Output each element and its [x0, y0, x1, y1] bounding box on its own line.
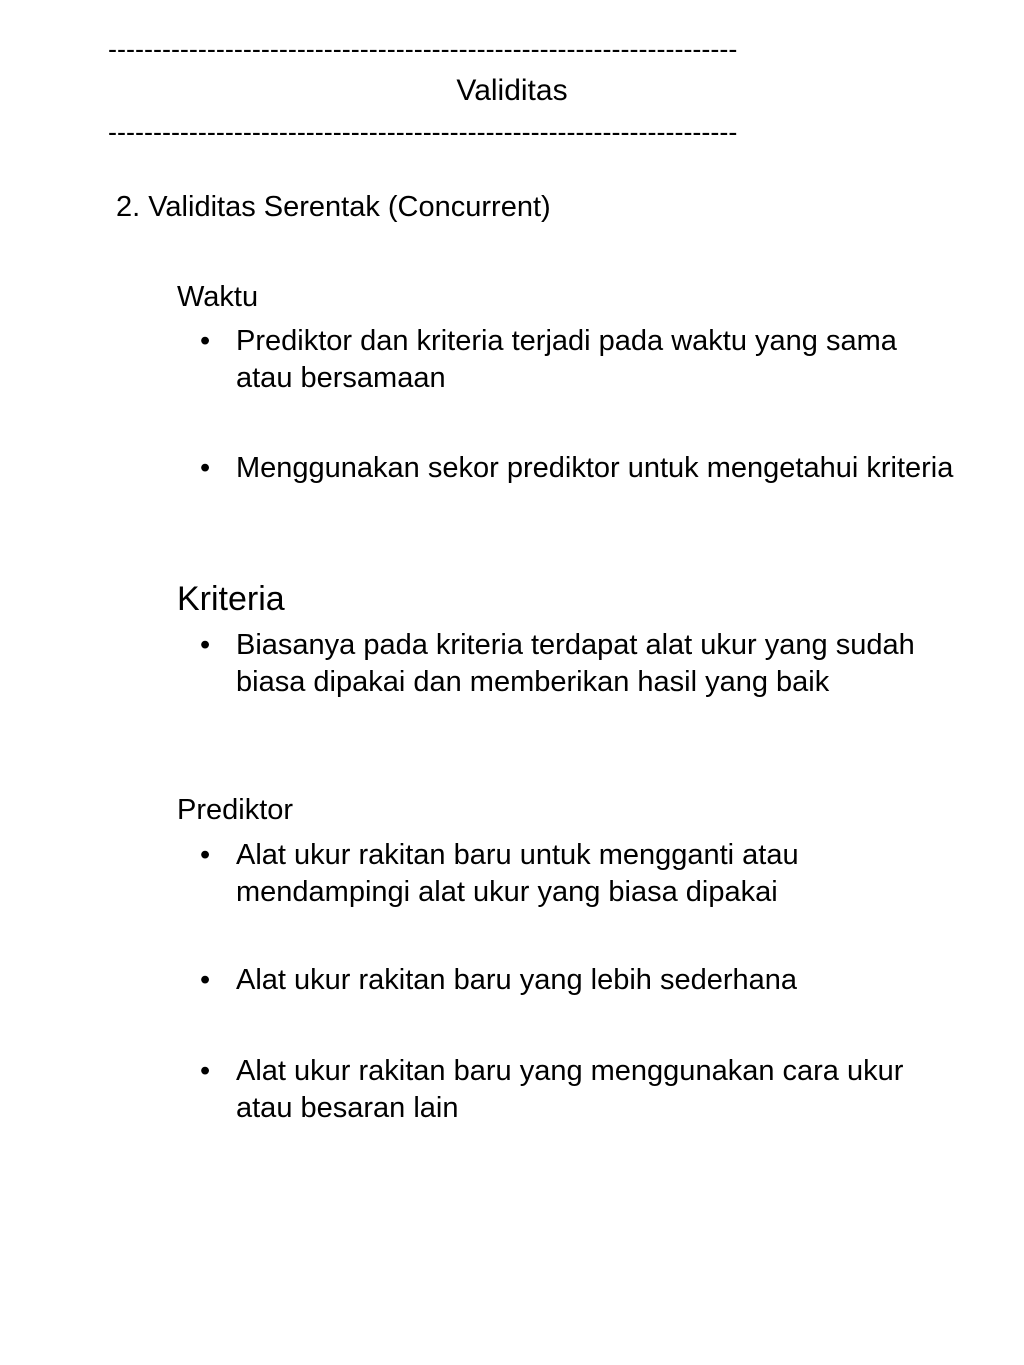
- bullet-icon: •: [200, 452, 211, 484]
- list-item: [200, 837, 960, 911]
- bullet-icon: •: [200, 325, 211, 357]
- list-item-text: Prediktor dan kriteria terjadi pada waktu yang sama atau bersamaan: [236, 325, 897, 394]
- top-dashed-rule: ----------------------------------------------------------------------: [108, 34, 738, 64]
- bottom-dashed-rule: ----------------------------------------------------------------------: [108, 117, 738, 147]
- group-heading-kriteria: Kriteria: [177, 580, 285, 618]
- list-item-text: Alat ukur rakitan baru yang menggunakan cara ukur atau besaran lain: [236, 1055, 904, 1124]
- page-title: Validitas: [456, 74, 568, 107]
- list-item-text: Alat ukur rakitan baru untuk mengganti atau mendampingi alat ukur yang biasa dipakai: [236, 839, 799, 908]
- list-item: [200, 323, 960, 397]
- group-heading-prediktor: Prediktor: [177, 794, 294, 826]
- list-item-text: Biasanya pada kriteria terdapat alat ukur yang sudah biasa dipakai dan memberikan hasil yang baik: [236, 629, 915, 698]
- section-heading: 2. Validitas Serentak (Concurrent): [116, 191, 551, 223]
- list-item: [200, 962, 960, 999]
- bullet-icon: •: [200, 629, 211, 661]
- list-item: [200, 627, 960, 701]
- list-item: [200, 1053, 960, 1127]
- group-heading-waktu: Waktu: [177, 281, 259, 313]
- list-item-text: Alat ukur rakitan baru yang lebih sederhana: [236, 964, 798, 996]
- list-item: [200, 450, 960, 487]
- bullet-icon: •: [200, 839, 211, 871]
- list-item-text: Menggunakan sekor prediktor untuk mengetahui kriteria: [236, 452, 954, 484]
- bullet-icon: •: [200, 964, 211, 996]
- bullet-icon: •: [200, 1055, 211, 1087]
